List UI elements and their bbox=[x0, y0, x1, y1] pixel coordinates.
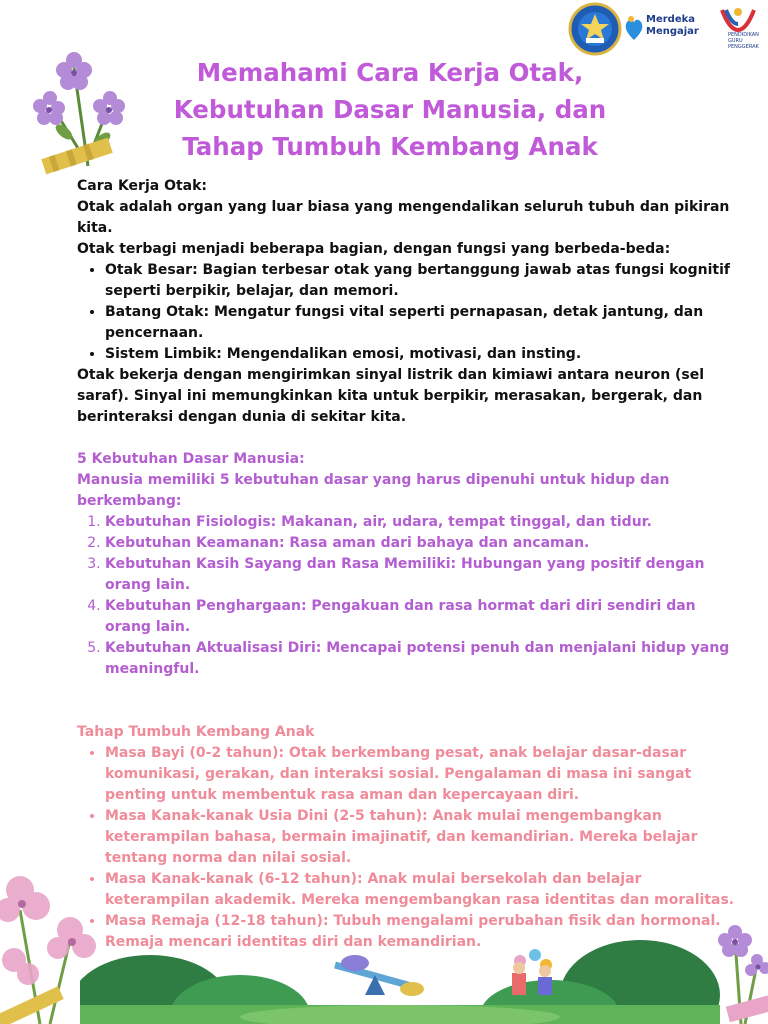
section-tahap-tumbuh-kembang bbox=[77, 722, 737, 953]
list-item: • Batang Otak: Mengatur fungsi vital seperti pernapasan, detak jantung, dan pencernaan. bbox=[105, 302, 737, 344]
list-item: • Masa Kanak-kanak Usia Dini (2-5 tahun): Anak mulai mengembangkan keterampilan bahasa, bermain imajinatif, dan kemandirian. Mereka belajar tentang norma dan nilai sosial. bbox=[105, 806, 737, 869]
kemdikbud-logo-icon bbox=[568, 2, 622, 56]
logo-bar bbox=[568, 2, 768, 58]
paragraph: Otak bekerja dengan mengirimkan sinyal listrik dan kimiawi antara neuron (sel saraf). Sinyal ini memungkinkan kita untuk berpikir, merasakan, bergerak, dan berinteraksi dengan dunia di sekitar kita. bbox=[77, 367, 705, 425]
guru-penggerak-icon bbox=[718, 6, 758, 34]
flowers-bottom-right-icon bbox=[705, 920, 768, 1024]
guru-text: GURU bbox=[728, 38, 743, 44]
numbered-list bbox=[77, 512, 737, 680]
list-item: 5. Kebutuhan Aktualisasi Diri: Mencapai potensi penuh dan menjalani hidup yang meaningful. bbox=[105, 638, 737, 680]
merdeka-mengajar-logo bbox=[624, 12, 714, 52]
section-heading: 5 Kebutuhan Dasar Manusia: bbox=[77, 451, 305, 467]
list-item: • Masa Kanak-kanak (6-12 tahun): Anak mulai bersekolah dan belajar keterampilan akademik. Mereka mengembangkan rasa identitas dan moralitas. bbox=[105, 869, 737, 911]
list-item: • Masa Bayi (0-2 tahun): Otak berkembang pesat, anak belajar dasar-dasar komunikasi, gerakan, dan interaksi sosial. Pengalaman di masa ini sangat penting untuk membentuk rasa aman dan kepercayaan diri. bbox=[105, 743, 737, 806]
paragraph: Manusia memiliki 5 kebutuhan dasar yang harus dipenuhi untuk hidup dan berkembang: bbox=[77, 472, 670, 509]
content-body bbox=[77, 176, 737, 953]
penggerak-text: PENGGERAK bbox=[728, 44, 759, 50]
section-kebutuhan-dasar bbox=[77, 449, 737, 680]
list-item: 1. Kebutuhan Fisiologis: Makanan, air, udara, tempat tinggal, dan tidur. bbox=[105, 512, 737, 533]
heart-icon bbox=[624, 14, 644, 42]
list-item: 3. Kebutuhan Kasih Sayang dan Rasa Memiliki: Hubungan yang positif dengan orang lain. bbox=[105, 554, 737, 596]
list-item: • Otak Besar: Bagian terbesar otak yang bertanggung jawab atas fungsi kognitif seperti berpikir, belajar, dan memori. bbox=[105, 260, 737, 302]
list-item: • Sistem Limbik: Mengendalikan emosi, motivasi, dan insting. bbox=[105, 344, 737, 365]
paragraph: Otak terbagi menjadi beberapa bagian, dengan fungsi yang berbeda-beda: bbox=[77, 241, 671, 257]
list-item: • Masa Remaja (12-18 tahun): Tubuh mengalami perubahan fisik dan hormonal. Remaja mencari identitas diri dan kemandirian. bbox=[105, 911, 737, 953]
guru-penggerak-logo bbox=[714, 6, 768, 54]
flowers-top-left-icon bbox=[28, 48, 138, 178]
section-cara-kerja-otak bbox=[77, 176, 737, 428]
list-item: 4. Kebutuhan Penghargaan: Pengakuan dan rasa hormat dari diri sendiri dan orang lain. bbox=[105, 596, 737, 638]
list-item: 2. Kebutuhan Keamanan: Rasa aman dari bahaya dan ancaman. bbox=[105, 533, 737, 554]
section-heading: Tahap Tumbuh Kembang Anak bbox=[77, 724, 315, 740]
merdeka-text: Merdeka bbox=[646, 14, 696, 25]
pendidikan-text: PENDIDIKAN bbox=[728, 32, 759, 38]
bullet-list bbox=[77, 260, 737, 365]
paragraph: Otak adalah organ yang luar biasa yang mengendalikan seluruh tubuh dan pikiran kita. bbox=[77, 199, 730, 236]
park-landscape-icon bbox=[80, 935, 720, 1024]
bullet-list bbox=[77, 743, 737, 953]
page-title: Memahami Cara Kerja Otak, Kebutuhan Dasar Manusia, dan Tahap Tumbuh Kembang Anak bbox=[173, 58, 607, 161]
section-heading: Cara Kerja Otak: bbox=[77, 178, 208, 194]
mengajar-text: Mengajar bbox=[646, 26, 699, 37]
